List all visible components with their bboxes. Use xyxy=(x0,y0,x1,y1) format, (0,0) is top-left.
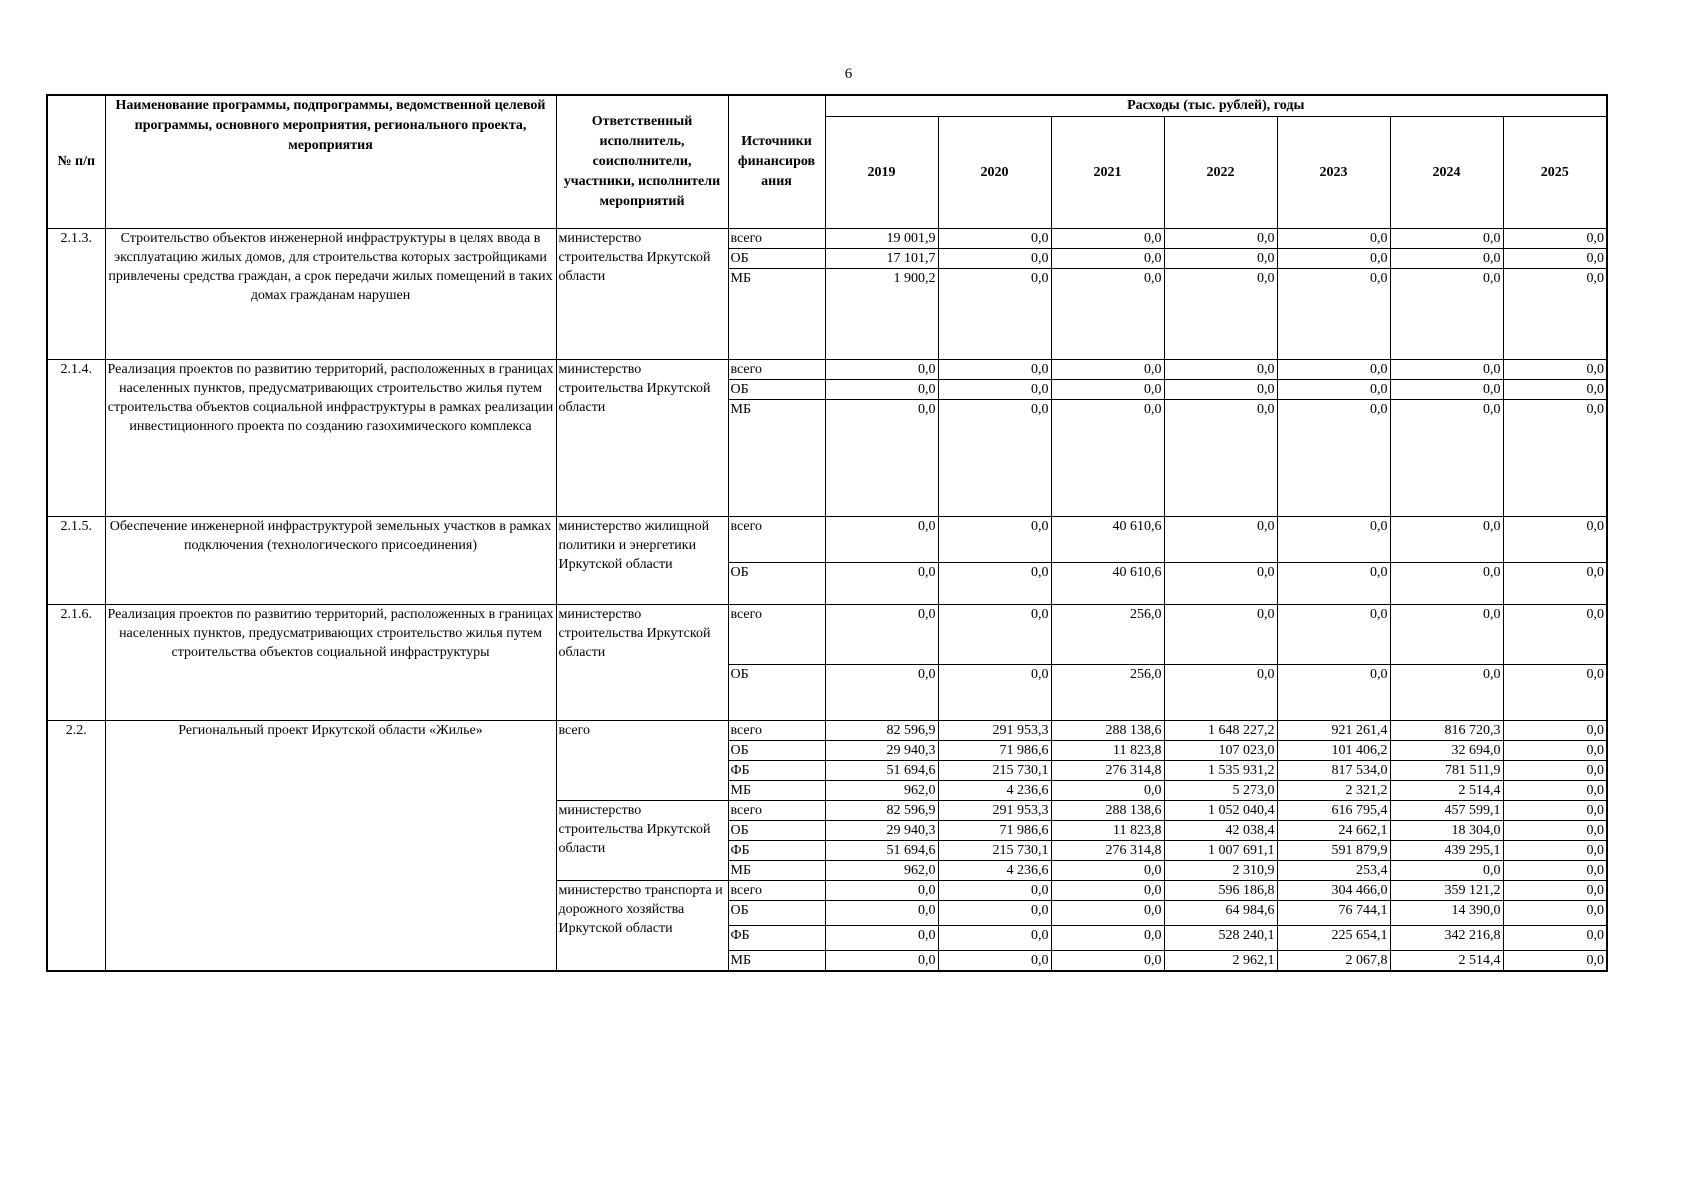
row-name: Строительство объектов инженерной инфраструктуры в целях ввода в эксплуатацию жилых домов, для строительства которых застройщиками привлечены средства граждан, а срок передачи жилых помещений в таких домах гражданам нарушен xyxy=(105,229,556,360)
row-value: 256,0 xyxy=(1051,605,1164,665)
row-value: 1 648 227,2 xyxy=(1164,721,1277,741)
row-value: 0,0 xyxy=(1503,841,1607,861)
header-year: 2019 xyxy=(825,117,938,229)
row-value: 71 986,6 xyxy=(938,821,1051,841)
row-value: 0,0 xyxy=(1164,665,1277,721)
row-value: 528 240,1 xyxy=(1164,926,1277,951)
row-value: 457 599,1 xyxy=(1390,801,1503,821)
row-source: ФБ xyxy=(728,926,825,951)
row-value: 14 390,0 xyxy=(1390,901,1503,926)
row-value: 0,0 xyxy=(1051,249,1164,269)
row-source: МБ xyxy=(728,861,825,881)
row-value: 0,0 xyxy=(1503,801,1607,821)
row-value: 82 596,9 xyxy=(825,721,938,741)
row-value: 0,0 xyxy=(825,380,938,400)
row-value: 2 067,8 xyxy=(1277,951,1390,972)
row-value: 0,0 xyxy=(1277,517,1390,563)
row-value: 64 984,6 xyxy=(1164,901,1277,926)
row-value: 101 406,2 xyxy=(1277,741,1390,761)
row-value: 0,0 xyxy=(1277,605,1390,665)
row-source: всего xyxy=(728,605,825,665)
row-value: 781 511,9 xyxy=(1390,761,1503,781)
row-value: 19 001,9 xyxy=(825,229,938,249)
row-value: 0,0 xyxy=(1390,517,1503,563)
row-value: 0,0 xyxy=(825,605,938,665)
row-source: всего xyxy=(728,801,825,821)
row-value: 0,0 xyxy=(1503,269,1607,360)
row-value: 82 596,9 xyxy=(825,801,938,821)
row-value: 0,0 xyxy=(1390,249,1503,269)
row-value: 0,0 xyxy=(1503,605,1607,665)
row-value: 0,0 xyxy=(1390,563,1503,605)
row-value: 0,0 xyxy=(1390,400,1503,517)
row-value: 0,0 xyxy=(1390,380,1503,400)
row-value: 0,0 xyxy=(1390,360,1503,380)
row-source: ОБ xyxy=(728,901,825,926)
row-value: 0,0 xyxy=(1277,563,1390,605)
row-value: 0,0 xyxy=(1277,400,1390,517)
row-value: 0,0 xyxy=(1164,229,1277,249)
row-value: 1 535 931,2 xyxy=(1164,761,1277,781)
row-value: 0,0 xyxy=(1051,861,1164,881)
row-value: 40 610,6 xyxy=(1051,563,1164,605)
header-year: 2020 xyxy=(938,117,1051,229)
row-value: 0,0 xyxy=(1503,721,1607,741)
row-value: 817 534,0 xyxy=(1277,761,1390,781)
row-source: МБ xyxy=(728,400,825,517)
row-source: МБ xyxy=(728,781,825,801)
row-value: 0,0 xyxy=(1390,861,1503,881)
header-name: Наименование программы, подпрограммы, ведомственной целевой программы, основного мероприятия, регионального проекта, мероприятия xyxy=(105,95,556,229)
row-value: 0,0 xyxy=(938,563,1051,605)
row-value: 0,0 xyxy=(1277,249,1390,269)
row-value: 921 261,4 xyxy=(1277,721,1390,741)
row-source: ФБ xyxy=(728,841,825,861)
row-name: Обеспечение инженерной инфраструктурой земельных участков в рамках подключения (технологического присоединения) xyxy=(105,517,556,605)
row-value: 2 962,1 xyxy=(1164,951,1277,972)
row-value: 0,0 xyxy=(825,881,938,901)
row-value: 0,0 xyxy=(1503,901,1607,926)
row-value: 5 273,0 xyxy=(1164,781,1277,801)
row-value: 0,0 xyxy=(1164,400,1277,517)
row-value: 616 795,4 xyxy=(1277,801,1390,821)
row-value: 1 007 691,1 xyxy=(1164,841,1277,861)
row-value: 291 953,3 xyxy=(938,721,1051,741)
row-responsible: министерство строительства Иркутской области xyxy=(556,360,728,517)
row-value: 0,0 xyxy=(1164,605,1277,665)
row-value: 0,0 xyxy=(1051,400,1164,517)
row-value: 0,0 xyxy=(1277,360,1390,380)
row-value: 51 694,6 xyxy=(825,761,938,781)
row-number: 2.1.3. xyxy=(47,229,105,360)
row-value: 0,0 xyxy=(1051,901,1164,926)
row-value: 0,0 xyxy=(1164,380,1277,400)
row-value: 0,0 xyxy=(825,901,938,926)
row-value: 2 514,4 xyxy=(1390,951,1503,972)
header-year: 2024 xyxy=(1390,117,1503,229)
row-value: 0,0 xyxy=(1390,605,1503,665)
table-row xyxy=(47,605,1607,665)
row-source: ОБ xyxy=(728,741,825,761)
row-value: 591 879,9 xyxy=(1277,841,1390,861)
row-number: 2.1.5. xyxy=(47,517,105,605)
row-value: 0,0 xyxy=(1277,665,1390,721)
row-value: 0,0 xyxy=(1164,269,1277,360)
row-value: 0,0 xyxy=(1503,951,1607,972)
row-value: 342 216,8 xyxy=(1390,926,1503,951)
row-name: Реализация проектов по развитию территорий, расположенных в границах населенных пунктов, предусматривающих строительство жилья путем строительства объектов социальной инфраструктуры xyxy=(105,605,556,721)
row-value: 596 186,8 xyxy=(1164,881,1277,901)
row-source: ОБ xyxy=(728,380,825,400)
row-value: 0,0 xyxy=(1164,249,1277,269)
row-value: 0,0 xyxy=(1164,563,1277,605)
row-value: 24 662,1 xyxy=(1277,821,1390,841)
row-number: 2.2. xyxy=(47,721,105,972)
row-name: Реализация проектов по развитию территорий, расположенных в границах населенных пунктов, предусматривающих строительство жилья путем строительства объектов социальной инфраструктуры в рамках реализации инвестиционного проекта по созданию газохимического комплекса xyxy=(105,360,556,517)
row-source: всего xyxy=(728,721,825,741)
row-value: 0,0 xyxy=(1164,360,1277,380)
row-source: ОБ xyxy=(728,563,825,605)
row-value: 17 101,7 xyxy=(825,249,938,269)
row-value: 76 744,1 xyxy=(1277,901,1390,926)
row-value: 0,0 xyxy=(938,380,1051,400)
table-row xyxy=(47,721,1607,741)
row-number: 2.1.4. xyxy=(47,360,105,517)
row-value: 0,0 xyxy=(938,665,1051,721)
row-value: 0,0 xyxy=(1503,821,1607,841)
row-value: 276 314,8 xyxy=(1051,761,1164,781)
row-value: 0,0 xyxy=(938,360,1051,380)
row-value: 0,0 xyxy=(1503,563,1607,605)
row-value: 0,0 xyxy=(825,665,938,721)
row-value: 71 986,6 xyxy=(938,741,1051,761)
row-value: 0,0 xyxy=(1390,665,1503,721)
header-responsible: Ответственный исполнитель, соисполнители, участники, исполнители мероприятий xyxy=(556,95,728,229)
row-value: 107 023,0 xyxy=(1164,741,1277,761)
row-value: 0,0 xyxy=(1277,269,1390,360)
row-value: 0,0 xyxy=(938,881,1051,901)
row-value: 253,4 xyxy=(1277,861,1390,881)
row-value: 4 236,6 xyxy=(938,861,1051,881)
row-source: ФБ xyxy=(728,761,825,781)
header-year: 2021 xyxy=(1051,117,1164,229)
row-value: 32 694,0 xyxy=(1390,741,1503,761)
row-source: всего xyxy=(728,517,825,563)
row-value: 0,0 xyxy=(938,400,1051,517)
row-responsible: министерство строительства Иркутской области xyxy=(556,801,728,881)
row-name: Региональный проект Иркутской области «Жилье» xyxy=(105,721,556,972)
row-value: 11 823,8 xyxy=(1051,741,1164,761)
row-value: 0,0 xyxy=(1051,229,1164,249)
page-number: 6 xyxy=(844,66,853,82)
header-year: 2022 xyxy=(1164,117,1277,229)
row-value: 0,0 xyxy=(825,563,938,605)
row-value: 0,0 xyxy=(938,605,1051,665)
row-source: МБ xyxy=(728,269,825,360)
table-row xyxy=(47,360,1607,380)
row-value: 0,0 xyxy=(1051,881,1164,901)
row-value: 288 138,6 xyxy=(1051,721,1164,741)
row-value: 11 823,8 xyxy=(1051,821,1164,841)
expenses-table xyxy=(46,94,1608,972)
row-source: всего xyxy=(728,360,825,380)
row-value: 0,0 xyxy=(1277,229,1390,249)
row-value: 359 121,2 xyxy=(1390,881,1503,901)
row-value: 0,0 xyxy=(1277,380,1390,400)
header-year: 2023 xyxy=(1277,117,1390,229)
row-value: 0,0 xyxy=(938,901,1051,926)
row-number: 2.1.6. xyxy=(47,605,105,721)
row-value: 962,0 xyxy=(825,781,938,801)
row-value: 256,0 xyxy=(1051,665,1164,721)
row-value: 0,0 xyxy=(1503,517,1607,563)
row-value: 0,0 xyxy=(1503,229,1607,249)
row-value: 0,0 xyxy=(1051,360,1164,380)
row-responsible: министерство строительства Иркутской области xyxy=(556,229,728,360)
header-sources: Источники финансиров ания xyxy=(728,95,825,229)
row-value: 0,0 xyxy=(1390,229,1503,249)
row-value: 215 730,1 xyxy=(938,841,1051,861)
table-row xyxy=(47,517,1607,563)
row-value: 0,0 xyxy=(1503,861,1607,881)
row-responsible: министерство жилищной политики и энергетики Иркутской области xyxy=(556,517,728,605)
row-value: 1 052 040,4 xyxy=(1164,801,1277,821)
row-value: 4 236,6 xyxy=(938,781,1051,801)
row-value: 304 466,0 xyxy=(1277,881,1390,901)
row-value: 439 295,1 xyxy=(1390,841,1503,861)
row-value: 0,0 xyxy=(1503,400,1607,517)
row-value: 0,0 xyxy=(938,249,1051,269)
row-value: 962,0 xyxy=(825,861,938,881)
row-value: 276 314,8 xyxy=(1051,841,1164,861)
row-responsible: министерство транспорта и дорожного хозяйства Иркутской области xyxy=(556,881,728,972)
row-value: 0,0 xyxy=(1051,926,1164,951)
row-value: 0,0 xyxy=(1503,249,1607,269)
row-value: 288 138,6 xyxy=(1051,801,1164,821)
row-value: 29 940,3 xyxy=(825,821,938,841)
row-value: 0,0 xyxy=(1503,665,1607,721)
row-value: 0,0 xyxy=(825,926,938,951)
row-value: 291 953,3 xyxy=(938,801,1051,821)
row-value: 0,0 xyxy=(938,951,1051,972)
header-expenses: Расходы (тыс. рублей), годы xyxy=(825,95,1607,117)
row-value: 0,0 xyxy=(825,951,938,972)
row-value: 29 940,3 xyxy=(825,741,938,761)
row-value: 0,0 xyxy=(938,229,1051,249)
row-source: МБ xyxy=(728,951,825,972)
row-value: 0,0 xyxy=(1503,741,1607,761)
row-source: ОБ xyxy=(728,249,825,269)
row-value: 0,0 xyxy=(825,400,938,517)
row-responsible: всего xyxy=(556,721,728,801)
row-value: 0,0 xyxy=(1051,269,1164,360)
row-value: 0,0 xyxy=(1503,761,1607,781)
header-year: 2025 xyxy=(1503,117,1607,229)
row-value: 0,0 xyxy=(938,517,1051,563)
row-value: 0,0 xyxy=(1503,926,1607,951)
table-row xyxy=(47,229,1607,249)
row-value: 1 900,2 xyxy=(825,269,938,360)
row-value: 816 720,3 xyxy=(1390,721,1503,741)
row-responsible: министерство строительства Иркутской области xyxy=(556,605,728,721)
row-value: 2 321,2 xyxy=(1277,781,1390,801)
row-value: 0,0 xyxy=(938,926,1051,951)
row-value: 0,0 xyxy=(1051,781,1164,801)
row-value: 0,0 xyxy=(1503,380,1607,400)
row-value: 0,0 xyxy=(1164,517,1277,563)
row-value: 51 694,6 xyxy=(825,841,938,861)
row-value: 0,0 xyxy=(1051,380,1164,400)
row-value: 0,0 xyxy=(1503,881,1607,901)
row-value: 225 654,1 xyxy=(1277,926,1390,951)
row-value: 2 514,4 xyxy=(1390,781,1503,801)
header-no: № п/п xyxy=(47,95,105,229)
row-value: 2 310,9 xyxy=(1164,861,1277,881)
row-value: 0,0 xyxy=(938,269,1051,360)
row-value: 0,0 xyxy=(1503,360,1607,380)
row-source: ОБ xyxy=(728,665,825,721)
row-value: 0,0 xyxy=(825,360,938,380)
row-value: 0,0 xyxy=(1503,781,1607,801)
row-value: 42 038,4 xyxy=(1164,821,1277,841)
row-value: 40 610,6 xyxy=(1051,517,1164,563)
row-value: 0,0 xyxy=(1390,269,1503,360)
row-source: всего xyxy=(728,881,825,901)
row-source: всего xyxy=(728,229,825,249)
row-value: 215 730,1 xyxy=(938,761,1051,781)
row-value: 18 304,0 xyxy=(1390,821,1503,841)
row-value: 0,0 xyxy=(825,517,938,563)
row-source: ОБ xyxy=(728,821,825,841)
row-value: 0,0 xyxy=(1051,951,1164,972)
table-body xyxy=(47,229,1607,972)
